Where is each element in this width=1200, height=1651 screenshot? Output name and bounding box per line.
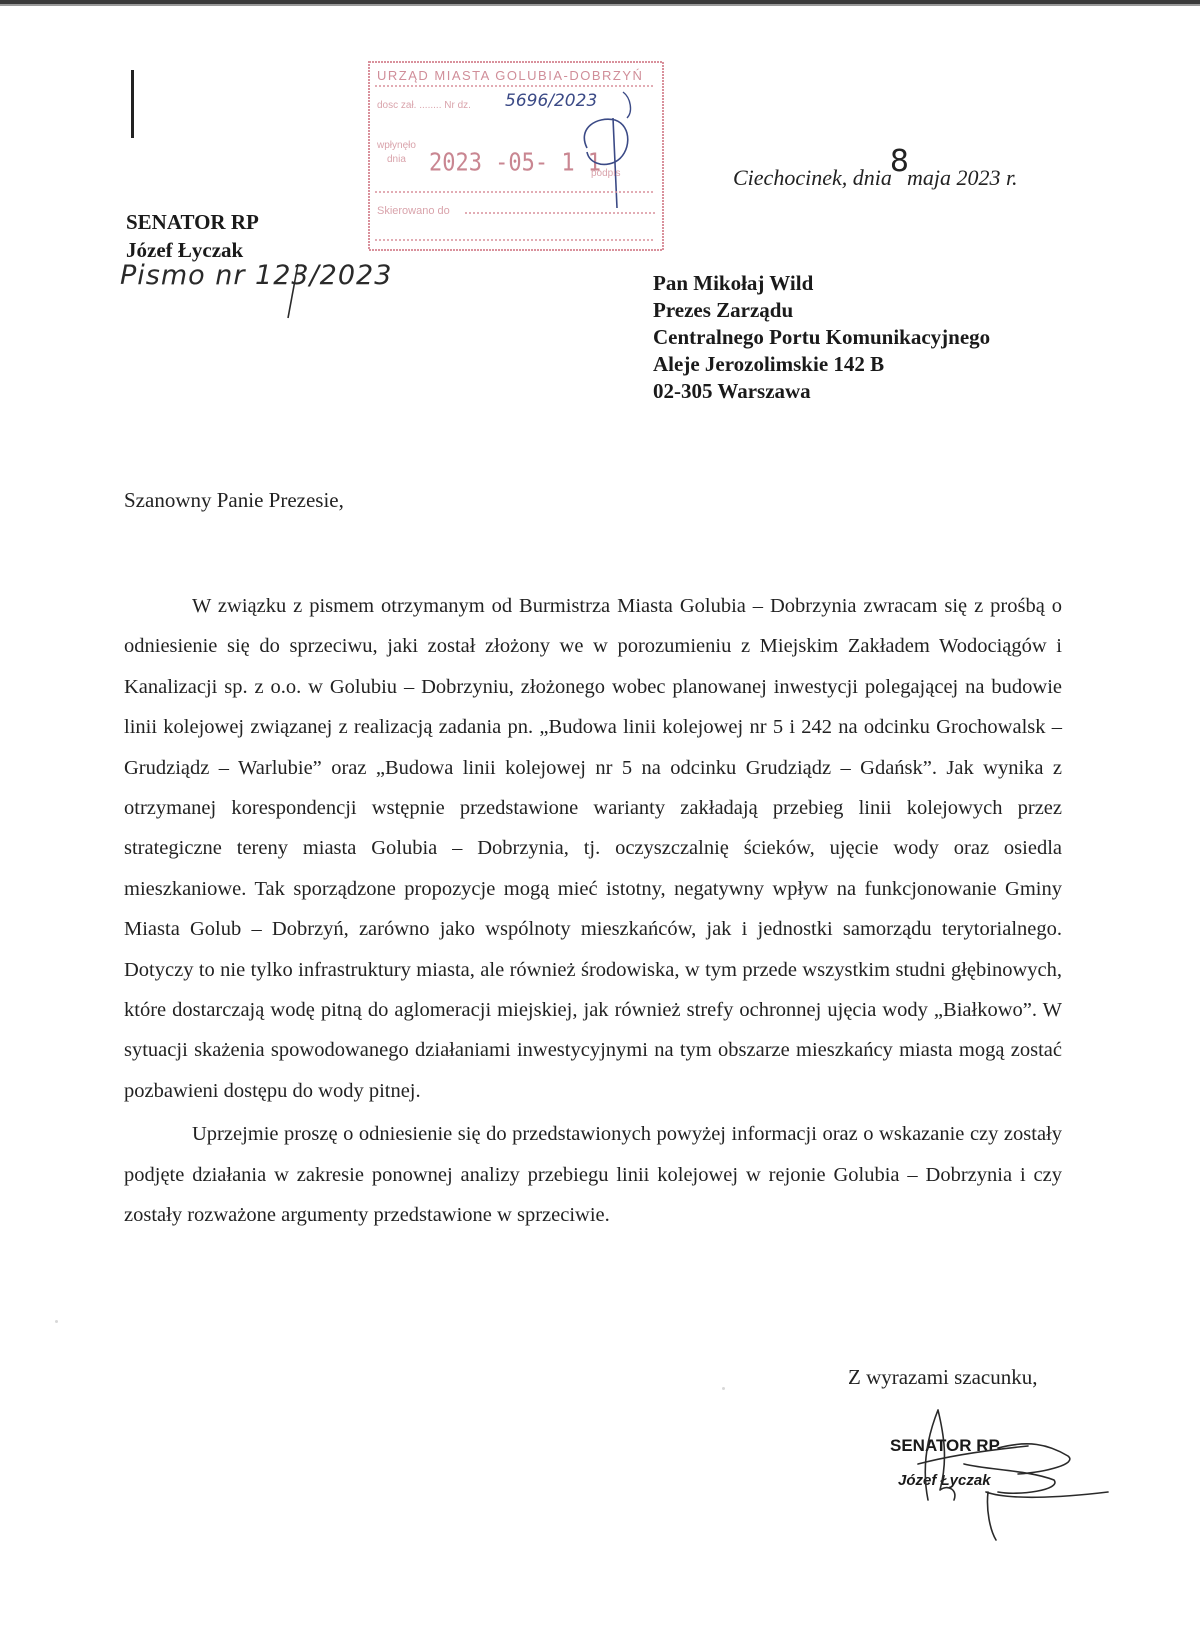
scan-speck: [55, 1320, 58, 1323]
scan-speck: [722, 1387, 725, 1390]
closing: Z wyrazami szacunku,: [848, 1365, 1038, 1389]
registration-stamp: [365, 58, 667, 254]
date-day: 8: [889, 144, 909, 179]
stamp-skierowano-label: Skierowano do: [377, 205, 450, 217]
letter-body: [124, 586, 1062, 1236]
salutation: Szanowny Panie Prezesie,: [124, 488, 344, 512]
scan-edge-shadow: [0, 4, 1200, 6]
stamp-number: 5696/2023: [505, 91, 598, 111]
handwritten-signature: [878, 1400, 1118, 1550]
letter-date: [733, 144, 1018, 193]
stamp-date: 2023 -05- 1 1: [429, 147, 602, 178]
stamp-office: URZĄD MIASTA GOLUBIA-DOBRZYŃ: [377, 68, 644, 83]
margin-mark: [131, 70, 134, 138]
stamp-dnia-label: dnia: [387, 154, 406, 165]
handwritten-note: [118, 258, 448, 348]
recipient-line-position: Prezes Zarządu: [653, 298, 794, 322]
sender-title: SENATOR RP: [126, 210, 259, 234]
recipient-line-city: 02-305 Warszawa: [653, 379, 811, 403]
stamp-podpis-label: podpis: [591, 168, 621, 179]
signature-stamp-title: SENATOR RP: [890, 1436, 1000, 1455]
recipient-line-name: Pan Mikołaj Wild: [653, 271, 814, 295]
sender-block: [126, 208, 259, 264]
stamp-dosc-label: dosc zał. ........ Nr dz.: [377, 100, 471, 111]
body-paragraph: Uprzejmie proszę o odniesienie się do przedstawionych powyżej informacji oraz o wskazanie czy zostały podjęte działania w zakresie ponownej analizy przebiegu linii kolejowej w rejonie Golubia – Dobrzynia i czy zostały rozważone argumenty przedstawione w sprzeciwie.: [124, 1123, 1062, 1227]
sender-name: Józef Łyczak: [126, 238, 244, 262]
body-paragraph: W związku z pismem otrzymanym od Burmistrza Miasta Golubia – Dobrzynia zwracam się z prośbą o odniesienie się do sprzeciwu, jaki został złożony we w porozumieniu z Miejskim Zakładem Wodociągów i Kanalizacji sp. z o.o. w Golubiu – Dobrzyniu, złożonego wobec planowanej inwestycji polegającej na budowie linii kolejowej związanej z realizacją zadania pn. „Budowa linii kolejowej nr 5 i 242 na odcinku Grochowalsk – Grudziądz – Warlubie” oraz „Budowa linii kolejowej nr 5 na odcinku Grudziądz – Gdańsk”. Jak wynika z otrzymanej korespondencji wstępnie przedstawione warianty zakładają przebieg linii kolejowych przez strategiczne tereny miasta Golubia – Dobrzynia, tj. oczyszczalnię ścieków, ujęcie wody oraz osiedla mieszkaniowe. Tak sporządzone propozycje mogą mieć istotny, negatywny wpływ na funkcjonowanie Gminy Miasta Golub – Dobrzyń, zarówno jako wspólnoty mieszkańców, jak i jednostki samorządu terytorialnego. Dotyczy to nie tylko infrastruktury miasta, ale również środowiska, w tym przede wszystkim studni głębinowych, które dostarczają wodę pitną do aglomeracji miejskiej, jak również strefy ochronnej ujęcia wody „Białkowo”. W sytuacji skażenia spowodowanego działaniami inwestycyjnymi na tym obszarze mieszkańcy miasta mogą zostać pozbawieni dostępu do wody pitnej.: [124, 595, 1062, 1102]
handwritten-note-text: Pismo nr 123/2023: [120, 260, 393, 291]
stamp-wplynelo-label: wpłynęło: [377, 140, 416, 151]
date-place: Ciechocinek, dnia: [733, 165, 892, 190]
recipient-line-street: Aleje Jerozolimskie 142 B: [653, 352, 885, 376]
date-month-year: maja 2023 r.: [906, 165, 1018, 190]
recipient-block: [653, 270, 990, 405]
recipient-line-organization: Centralnego Portu Komunikacyjnego: [653, 325, 991, 349]
signature-stamp-name: Józef Łyczak: [898, 1472, 991, 1489]
